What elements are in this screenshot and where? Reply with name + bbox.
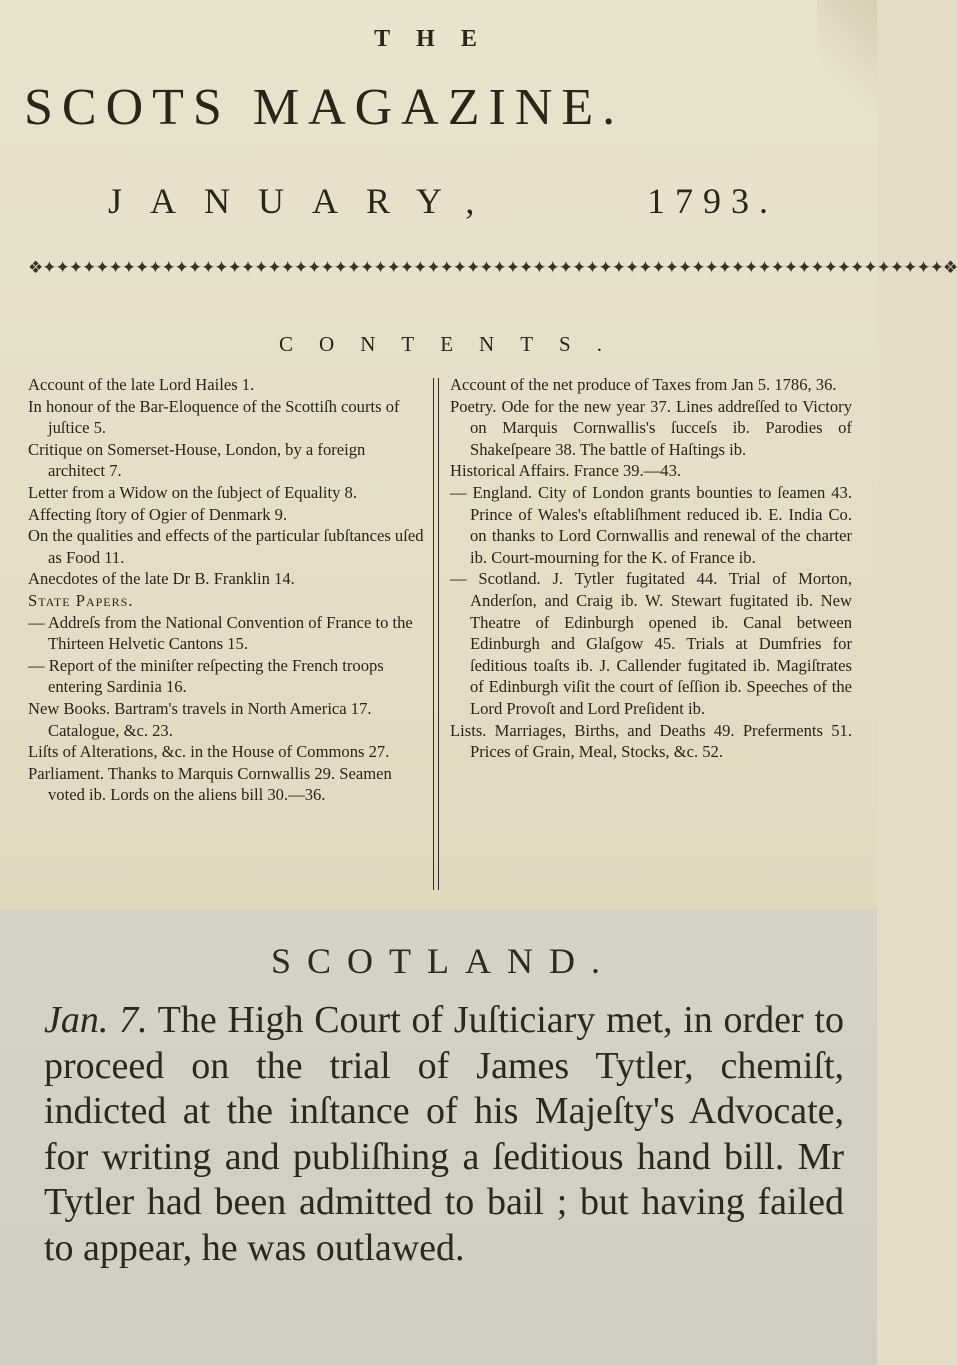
contents-heading: CONTENTS. (279, 332, 628, 356)
contents-entry: — Scotland. J. Tytler fugitated 44. Trial of Morton, Anderſon, and Craig ib. W. Stewart fugitated ib. New Theatre of Edinburgh opened ib. Canal between Edinburgh and Glaſgow 45. Trials at Dumfries for ſeditious toaſts ib. J. Callender fugitated ib. Magiſtrates of Edinburgh viſit the court of ſeſſion ib. Speeches of the Lord Provoſt and Lord Preſident ib. (450, 569, 852, 718)
contents-entry: — England. City of London grants bounties to ſeamen 43. Prince of Wales's eſtabliſhment reduced ib. E. India Co. on thanks to Lord Cornwallis and renewal of the charter ib. Court-mourning for the K. of France ib. (450, 482, 852, 567)
article-body (44, 998, 844, 1271)
contents-entry: Poetry. Ode for the new year 37. Lines addreſſed to Victory on Marquis Cornwallis's ſucceſs ib. Parodies of Shakeſpeare 38. The battle of Haſtings ib. (450, 396, 852, 459)
contents-section-heading: State Papers. (28, 590, 134, 610)
contents-entry: Critique on Somerset-House, London, by a foreign architect 7. (28, 439, 366, 481)
issue-year: 1793. (647, 181, 778, 221)
contents-entry: Liſts of Alterations, &c. in the House of Commons 27. (28, 742, 390, 762)
article-heading: SCOTLAND. (270, 941, 616, 981)
article-date: Jan. 7. (44, 999, 148, 1041)
issue-month: JANUARY, (108, 181, 503, 221)
contents-entry: Historical Affairs. France 39.—43. (450, 461, 682, 481)
contents-entry: Anecdotes of the late Dr B. Franklin 14. (28, 569, 295, 589)
column-divider (433, 378, 439, 890)
contents-entry: Lists. Marriages, Births, and Deaths 49. Preferments 51. Prices of Grain, Meal, Stocks, &c. 52. (450, 720, 852, 762)
contents-entry: Letter from a Widow on the ſubject of Equality 8. (28, 482, 357, 502)
contents-entry: In honour of the Bar-Eloquence of the Scottiſh courts of juſtice 5. (28, 396, 400, 438)
contents-entry: Account of the net produce of Taxes from Jan 5. 1786, 36. (450, 375, 837, 394)
article-text: The High Court of Juſticiary met, in order to proceed on the trial of James Tytler, chemiſt, indicted at the inſtance of his Majeſty's Advocate, for writing and publiſhing a ſeditious hand bill. Mr Tytler had been admitted to bail ; but having failed to appear, he was outlawed. (44, 999, 844, 1269)
contents-entry: Parliament. Thanks to Marquis Cornwallis 29. Seamen voted ib. Lords on the aliens bill 30.—36. (28, 763, 392, 805)
masthead-title: SCOTS MAGAZINE. (24, 79, 625, 136)
issue-date (108, 180, 778, 222)
masthead-the: THE (374, 26, 503, 52)
contents-entry: New Books. Bartram's travels in North America 17. Catalogue, &c. 23. (28, 698, 372, 740)
contents-left-column (28, 374, 426, 806)
contents-entry: Affecting ſtory of Ogier of Denmark 9. (28, 504, 288, 524)
contents-entry: On the qualities and effects of the particular ſubſtances uſed as Food 11. (28, 526, 424, 567)
contents-entry: — Report of the miniſter reſpecting the French troops entering Sardinia 16. (28, 655, 384, 697)
contents-entry: Account of the late Lord Hailes 1. (28, 375, 255, 394)
contents-right-column (450, 374, 852, 763)
contents-entry: — Addreſs from the National Convention of France to the Thirteen Helvetic Cantons 15. (28, 612, 413, 654)
ornamental-rule: ❖✦✦✦✦✦✦✦✦✦✦✦✦✦✦✦✦✦✦✦✦✦✦✦✦✦✦✦✦✦✦✦✦✦✦✦✦✦✦✦✦✦✦✦✦✦✦✦✦✦✦✦✦✦✦✦✦✦✦✦✦✦✦✦✦✦✦✦✦❖ (28, 258, 957, 277)
